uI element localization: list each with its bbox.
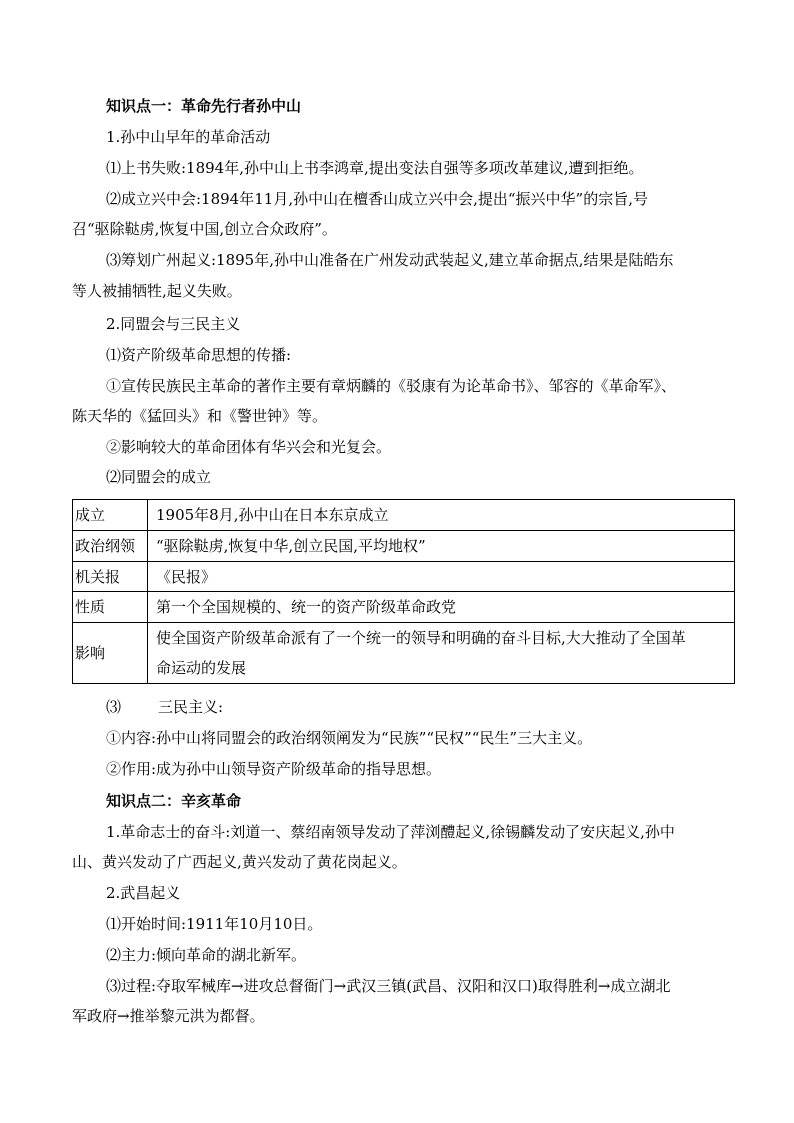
item-xingzhonghui-line2: 召“驱除鞑虏,恢复中国,创立合众政府”。 xyxy=(72,220,337,238)
table-row xyxy=(73,623,735,684)
table-value-line1: 使全国资产阶级革命派有了一个统一的领导和明确的奋斗目标,大大推动了全国革 xyxy=(156,629,686,647)
sub1-title: 1.孙中山早年的革命活动 xyxy=(106,128,271,146)
three-title: 三民主义: xyxy=(158,698,224,716)
section1-title: 知识点一：革命先行者孙中山 xyxy=(106,97,302,115)
struggle-line2: 山、黄兴发动了广西起义,黄兴发动了黄花岗起义。 xyxy=(72,853,407,871)
table-key: 影响 xyxy=(73,623,148,684)
table-key: 政治纲领 xyxy=(73,531,148,562)
spread-item2: ②影响较大的革命团体有华兴会和光复会。 xyxy=(106,438,392,456)
three-content: ①内容:孙中山将同盟会的政治纲领阐发为“民族”“民权”“民生”三大主义。 xyxy=(106,729,593,747)
table-value: 《民报》 xyxy=(148,562,735,592)
table-value: “驱除鞑虏,恢复中华,创立民国,平均地权” xyxy=(148,531,735,562)
table-value-line2: 命运动的发展 xyxy=(156,659,247,677)
three-num: ⑶ xyxy=(106,698,122,716)
table-key: 性质 xyxy=(73,592,148,623)
item-guangzhou-line2: 等人被捕牺牲,起义失败。 xyxy=(72,282,242,300)
three-role: ②作用:成为孙中山领导资产阶级革命的指导思想。 xyxy=(106,760,442,778)
spread-item1-line2: 陈天华的《猛回头》和《警世钟》等。 xyxy=(72,407,328,425)
item-xingzhonghui-line1: ⑵成立兴中会:1894年11月,孙中山在檀香山成立兴中会,提出“振兴中华”的宗旨,号 xyxy=(106,190,648,208)
struggle-line1: 1.革命志士的奋斗:刘道一、蔡绍南领导发动了萍浏醴起义,徐锡麟发动了安庆起义,孙中 xyxy=(106,823,675,841)
spread-item1-line1: ①宣传民族民主革命的著作主要有章炳麟的《驳康有为论革命书》、邹容的《革命军》、 xyxy=(106,377,677,395)
wuchang-force: ⑵主力:倾向革命的湖北新军。 xyxy=(106,946,307,964)
table-value: 1905年8月,孙中山在日本东京成立 xyxy=(148,500,735,531)
table-value: 第一个全国规模的、统一的资产阶级革命政党 xyxy=(148,592,735,623)
table-row xyxy=(73,500,735,531)
wuchang-process-line1: ⑶过程:夺取军械库→进攻总督衙门→武汉三镇(武昌、汉阳和汉口)取得胜利→成立湖北 xyxy=(106,977,671,995)
table-row xyxy=(73,562,735,592)
table-key: 成立 xyxy=(73,500,148,531)
table-key: 机关报 xyxy=(73,562,148,592)
table-row xyxy=(73,592,735,623)
wuchang-title: 2.武昌起义 xyxy=(106,884,181,902)
sub2-title: 2.同盟会与三民主义 xyxy=(106,315,241,333)
spread-title: ⑴资产阶级革命思想的传播: xyxy=(106,346,292,364)
table-row xyxy=(73,531,735,562)
tongmenghui-table xyxy=(72,499,735,684)
item-shangshu: ⑴上书失败:1894年,孙中山上书李鸿章,提出变法自强等多项改革建议,遭到拒绝。 xyxy=(106,159,644,177)
item-guangzhou-line1: ⑶筹划广州起义:1895年,孙中山准备在广州发动武装起义,建立革命据点,结果是陆皓东 xyxy=(106,251,674,269)
table-value xyxy=(148,623,735,684)
wuchang-time: ⑴开始时间:1911年10月10日。 xyxy=(106,915,323,933)
section2-title: 知识点二：辛亥革命 xyxy=(106,792,242,810)
founding-title: ⑵同盟会的成立 xyxy=(106,468,212,486)
wuchang-process-line2: 军政府→推举黎元洪为都督。 xyxy=(72,1007,265,1025)
